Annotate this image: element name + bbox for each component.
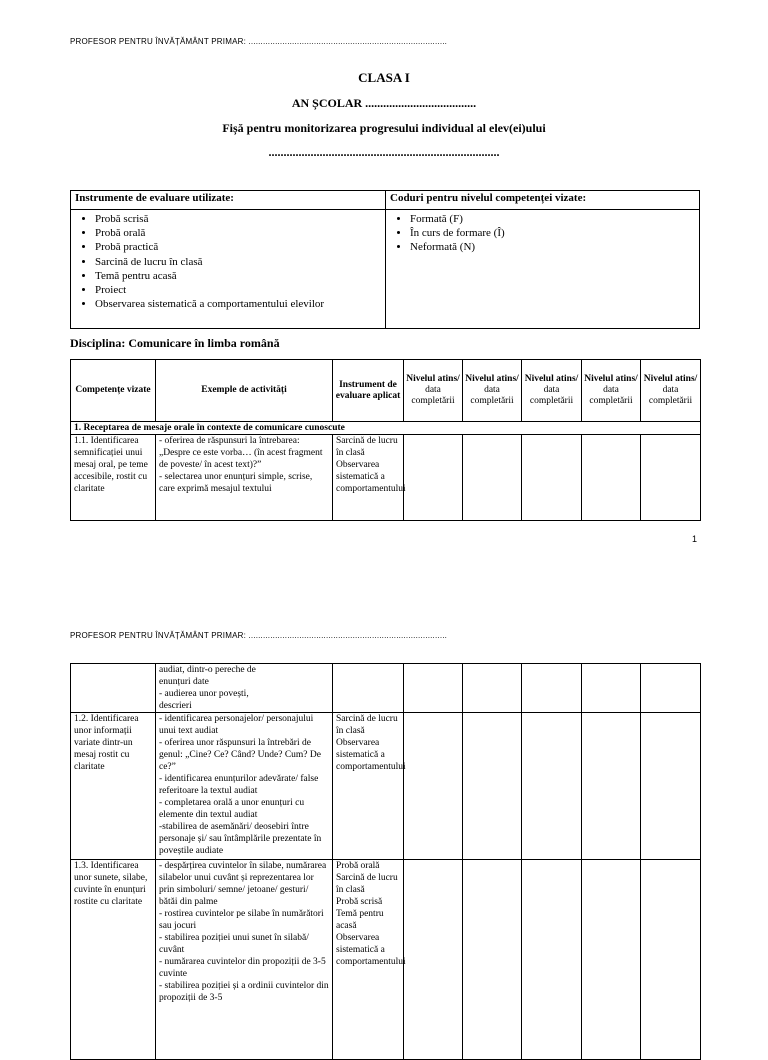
level-header: Nivelul atins/ data completării <box>641 360 701 422</box>
examples-header: Exemple de activități <box>156 360 333 422</box>
evaluation-tools-table <box>70 190 700 329</box>
form-title: Fișă pentru monitorizarea progresului individual al elev(ei)ului <box>222 121 546 135</box>
instrument-header: Instrument de evaluare aplicat <box>333 360 404 422</box>
instruments-cell <box>71 210 386 329</box>
activities-cell: - identificarea personajelor/ personajului unui text audiat - oferirea unor răspunsuri la întrebări de genul: „Cine? Ce? Când? Unde? Cum? De ce?” - identificarea enunțurilor adevărate/ false referitoare la textul audiat - completarea orală a unor enunțuri cu elemente din textul audiat -stabilirea de asemănări/ deosebiri între personaje și/ sau întâmplările prezentate în poveștile audiate <box>156 713 333 860</box>
level-cell[interactable] <box>641 664 701 713</box>
level-cell[interactable] <box>463 860 522 1060</box>
level-cell[interactable] <box>404 664 463 713</box>
instrument-cell: Sarcină de lucru în clasă Observarea sistematică a comportamentului <box>333 435 404 521</box>
student-name-line: ............................................................................. <box>268 145 500 159</box>
level-cell[interactable] <box>404 435 463 521</box>
competence-cell: 1.3. Identificarea unor sunete, silabe, cuvinte în enunțuri rostite cu claritate <box>71 860 156 1060</box>
level-cell[interactable] <box>463 664 522 713</box>
page-number: 1 <box>692 534 698 544</box>
activities-cell: - oferirea de răspunsuri la întrebarea: „Despre ce este vorba… (în acest fragment de poveste/ în acest text)?” - selectarea unor enunțuri simple, scrise, care exprimă mesajul textului <box>156 435 333 521</box>
level-cell[interactable] <box>463 435 522 521</box>
level-header: Nivelul atins/ data completării <box>582 360 641 422</box>
code-item: • În curs de formare (Î) <box>410 226 695 240</box>
level-cell[interactable] <box>404 713 463 860</box>
code-item: • Formată (F) <box>410 212 695 226</box>
discipline-title: Disciplina: Comunicare în limba română <box>70 336 280 350</box>
code-item: • Neformată (N) <box>410 240 695 254</box>
level-cell[interactable] <box>582 435 641 521</box>
instrument-cell: Probă orală Sarcină de lucru în clasă Probă scrisă Temă pentru acasă Observarea sistematică a comportamentului <box>333 860 404 1060</box>
level-cell[interactable] <box>582 713 641 860</box>
section-heading: 1. Receptarea de mesaje orale în contexte de comunicare cunoscute <box>71 422 701 435</box>
instrument-item: • Observarea sistematică a comportamentului elevilor <box>95 297 381 311</box>
activities-cell: - despărțirea cuvintelor în silabe, numărarea silabelor unui cuvânt și reprezentarea lor prin simboluri/ semne/ jetoane/ gesturi/ bătăi din palme - rostirea cuvintelor pe silabe în numărători sau jocuri - stabilirea poziției unui sunet în silabă/ cuvânt - numărarea cuvintelor din propoziții de 3-5 cuvinte - stabilirea poziției și a ordinii cuvintelor din propoziții de 3-5 <box>156 860 333 1060</box>
competence-cell: 1.2. Identificarea unor informații variate dintr-un mesaj rostit cu claritate <box>71 713 156 860</box>
instrument-item: • Sarcină de lucru în clasă <box>95 255 381 269</box>
codes-list <box>390 212 695 255</box>
level-cell[interactable] <box>522 435 582 521</box>
level-cell[interactable] <box>463 713 522 860</box>
activities-cell: audiat, dintr-o pereche de enunțuri date - audierea unor povești, descrieri <box>156 664 333 713</box>
level-cell[interactable] <box>641 860 701 1060</box>
instrument-item: • Temă pentru acasă <box>95 269 381 283</box>
competence-cell <box>71 664 156 713</box>
competences-table <box>70 359 701 521</box>
instrument-cell: Sarcină de lucru în clasă Observarea sistematică a comportamentului <box>333 713 404 860</box>
instrument-item: • Probă scrisă <box>95 212 381 226</box>
competences-table-continued <box>70 663 701 1060</box>
instrument-item: • Probă practică <box>95 240 381 254</box>
instrument-item: • Probă orală <box>95 226 381 240</box>
competence-cell: 1.1. Identificarea semnificației unui mesaj oral, pe teme accesibile, rostit cu claritate <box>71 435 156 521</box>
level-cell[interactable] <box>522 664 582 713</box>
level-cell[interactable] <box>582 860 641 1060</box>
school-year: AN ȘCOLAR ..................................... <box>291 96 477 110</box>
instrument-cell <box>333 664 404 713</box>
level-cell[interactable] <box>404 860 463 1060</box>
codes-cell <box>386 210 700 329</box>
page-header: PROFESOR PENTRU ÎNVĂȚĂMÂNT PRIMAR: .................................................................................. <box>70 631 448 640</box>
class-title: CLASA I <box>358 70 410 85</box>
competences-header: Competențe vizate <box>71 360 156 422</box>
level-cell[interactable] <box>641 435 701 521</box>
level-cell[interactable] <box>641 713 701 860</box>
level-cell[interactable] <box>522 713 582 860</box>
level-header: Nivelul atins/ data completării <box>463 360 522 422</box>
level-cell[interactable] <box>522 860 582 1060</box>
level-header: Nivelul atins/ data completării <box>522 360 582 422</box>
level-cell[interactable] <box>582 664 641 713</box>
tools-heading: Instrumente de evaluare utilizate: <box>71 191 386 210</box>
instruments-list <box>75 212 381 311</box>
page-header: PROFESOR PENTRU ÎNVĂȚĂMÂNT PRIMAR: .................................................................................. <box>70 37 448 46</box>
level-header: Nivelul atins/ data completării <box>404 360 463 422</box>
instrument-item: • Proiect <box>95 283 381 297</box>
codes-heading: Coduri pentru nivelul competenței vizate: <box>386 191 700 210</box>
